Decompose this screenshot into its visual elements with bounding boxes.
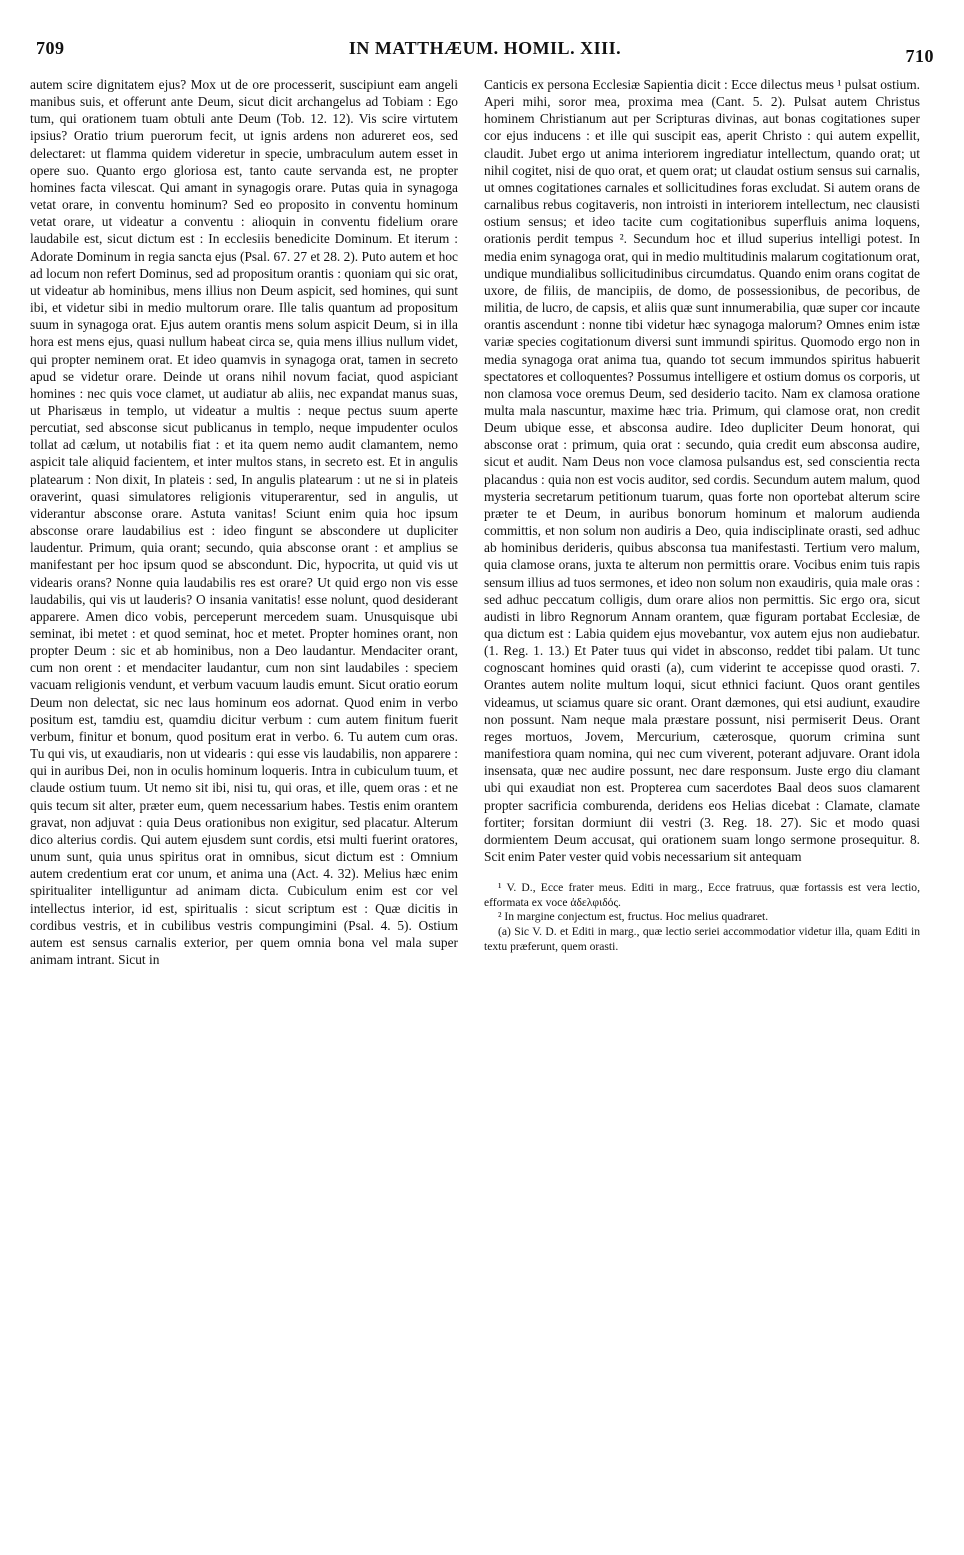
right-column-text: Canticis ex persona Ecclesiæ Sapientia dicit : Ecce dilectus meus ¹ pulsat ostium. Aperi mihi, soror mea, proxima mea (Cant. 5. 2). Pulsat autem Christus hominem Christianum aut per Scripturas divinas, aut bonas cogitationes super cor ejus inducens : et ille qui suscipit eas, aperit Christo : qui autem expellit, claudit. Jubet ergo ut anima interiorem ingrediatur intellectum, quando orat; ut nihil cogitet, nisi de quo orat, et quem orat; ut claudat ostium sensus sui carnalis, ut omnes cogitationes carnales et sollicitudines foras excludat. Si autem orans de carnalibus rebus cogitaveris, non introisti in interiorem intellectum, nec clausisti ostium sensus; et ideo tacite cum cogitationibus superfluis anima loquens, orationis perdit tempus ². Secundum hoc et illud superius intelligi potest. In media enim synagoga orat, qui in medio multitudinis malarum cogitationum orat, undique mundialibus sollicitudinibus circumdatus. Quando enim orans cogitat de uxore, de filiis, de mancipiis, de domo, de possessionibus, de pecoribus, de militia, de lucro, de capsis, et aliis quæ sunt innumerabilia, quæ super cor incaute orantis ascendunt : nonne tibi videtur hæc synagoga malorum? Omnes enim istæ variæ species cogitationum diversi sunt immundi spiritus. Quomodo ergo non in media synagoga orat anima tua, quando tot secum immundos spiritus habuerit spectatores et colloquentes? Possumus intelligere et ostium domus os corporis, ut non clamosa voce oremus Deum, sed desiderio tacito. Nam ex clamosa oratione multa mala nascuntur, maxime hæc tria. Primum, qui clamose orat, non credit Deum ubique esse, et absconsa audire. Ideo dupliciter Deum honorat, qui absconse orat : primum, quia orat : secundo, quia credit eum absconsa audire, sicut et audit. Nam Deus non voce clamosa pulsandus est, sed conscientia recta placandus : quia non est vocis auditor, sed cordis. Secundum autem malum, quod mysteria secretarum petitionum tuarum, quas forte non oportebat alterum scire præter te et Deum, in auribus bonorum hominum et malorum audienda committis, et non solum non audiris a Deo, quia indisciplinate orasti, sed adhuc ab hominibus derideris, quibus absconsa tua manifestasti. Tertium vero malum, quia clamose orans, juxta te alterum non permittis orare. Vocibus enim tuis rapis sensum illius ad tuos sermones, et ideo non solum non exaudiris, quia male oras : sed adhuc peccatum colligis, dum orare alios non permittis. Sic ergo ora, sicut audisti in libro Regnorum Annam orantem, quæ figuram portabat Ecclesiæ, de qua dictum est : Labia quidem ejus movebantur, vox autem ejus non audiebatur. (1. Reg. 1. 13.) Et Pater tuus qui videt in absconso, reddet tibi palam. Ut tunc cognoscant homines quid orasti (a), cum viderint te accepisse quod orasti. 7. Orantes autem nolite multum loqui, sicut ethnici faciunt. Quos orant gentiles videamus, ut sciamus quare sic orant. Orant dæmones, qui etsi audiunt, exaudire non possunt. Nam neque mala præstare possunt, nisi permiserit Deus. Orant reges mortuos, Jovem, Mercurium, cæterosque, quorum crimina sunt manifestiora quam nomina, qui nec cum viverent, poterant adjuvare. Orant idola insensata, quæ nec audire possunt, nec dare responsum. Juste ergo diu clamant ubi qui exaudiat non est. Propterea cum sacerdotes Baal deos suos clamarent propter sacrificia comburenda, deridens eos Helias dicebat : Clamate, clamate fortiter; forsitan dormiunt dii vestri (3. Reg. 18. 27). Sic et modo quasi dormientem Deum accusat, qui orationem suam longo sermone prosequitur. 8. Scit enim Pater vester quid vobis necessarium sit antequam <box>484 77 920 865</box>
running-title: IN MATTHÆUM. HOMIL. XIII. <box>348 38 622 58</box>
footnote: ¹ V. D., Ecce frater meus. Editi in marg., Ecce fratruus, quæ fortassis est vera lectio, efformata ex voce ἀδελφιδός. <box>484 881 920 909</box>
left-column <box>30 76 458 968</box>
footnotes <box>484 877 920 954</box>
page-number-right: 710 <box>905 46 934 66</box>
footnote: ² In margine conjectum est, fructus. Hoc melius quadraret. <box>498 910 769 924</box>
page-number-left: 709 <box>36 38 65 58</box>
running-header <box>36 38 934 68</box>
footnote: (a) Sic V. D. et Editi in marg., quæ lectio seriei accommodatior videtur illa, quam Editi in textu præferunt, quem orasti. <box>484 924 920 953</box>
right-column <box>484 76 920 954</box>
left-column-text: autem scire dignitatem ejus? Mox ut de ore processerit, suscipiunt eam angeli manibus suis, et offerunt ante Deum, sicut dicit archangelus ad Tobiam : Ego tum, qui orationem tuam obtuli ante Deum (Tob. 12. 12). Vis scire virtutem ipsius? Oratio trium puerorum fecit, ut ignis ardens non adureret eos, sed delectaret: ut flamma quidem videretur in specie, umbraculum autem esset in opere suo. Quanto ergo gloriosa est, tanto caute servanda est, ne propter homines facta vilescat. Qui amant in synagogis orare. Putas quia in synagoga vetat orare, in conventu hominum? Sed eo proposito in conventu hominum vetat orare, ut videatur a conventu : alioquin in conventu fidelium orare laudabile est, sicut dictum est : In ecclesiis benedicite Dominum. Et iterum : Adorate Dominum in regia sancta ejus (Psal. 67. 27 et 28. 2). Puto autem et hoc ad locum non refert Dominus, sed ad propositum orantis : quoniam qui sic orat, ut videatur ab hominibus, mens illius non Deum aspicit, sed homines, qui sunt ibi, et videtur sibi in medio multorum orare. Ille talis quantum ad propositum suum in synagoga orat. Ejus autem orantis mens solum aspicit Deum, si in illa hora est mens ejus, quasi nullum habeat circa se, quia mens illius nullum videt, qui propter neminem orat. Et ideo quamvis in synagoga orat, tamen in secreto apud se videtur orare. Deinde ut orans nihil novum faciat, quod aspiciant homines : nec quis voce clamet, ut audiatur ab aliis, nec expandat manus suas, ut Pharisæus in templo, ut videatur a multis : neque pectus suum aperte percutiat, sed absconse sicut publicanus in templo, neque impudenter oculos tollat ad cælum, ut notabilis fiat : et ita quem nemo audit clamantem, nemo aspicit tale aliquid facientem, et inter multos stans, in secreto est. Et in angulis platearum : Non dixit, In plateis : sed, In angulis platearum : ut ne si in plateis oraverint, quasi simulatores religionis vituperarentur, sed in angulis, ut viderantur absconse orare. Astuta vanitas! Sciunt enim quia hoc ipsum absconse orare laudabilius est : ideo fingunt se abscondere ut dupliciter laudentur. Primum, quia orant; secundo, quia absconse orant : et amplius se manifestant per hoc ipsum quod se abscondunt. Dic, hypocrita, ut quid vis ut videaris orans? Nonne quia laudabilis res est orare? Ut quid ergo non vis esse laudabilis, qui vis ut lauderis? O insania vanitatis! esse nolunt, quod desiderant apparere. Amen dico vobis, perceperunt mercedem suam. Unusquisque ubi seminat, ibi metet : et quod seminat, hoc et metet. Propter homines orant, non propter Deum : sic et ab hominibus, non a Deo laudantur. Mendaciter orant, cum non orent : et mendaciter laudantur, cum non sint laudabiles : speciem vacuam religionis vendunt, et verbum vacuum laudis emunt. Sicut oratio eorum Deum non delectat, sic nec laus hominum eos adornat. Quod enim in verbo positum est, tamdiu est, quamdiu dicitur verbum : cum autem finitum fuerit verbum, finitur et bonum, quod positum erat in verbo. 6. Tu autem cum oras. Tu qui vis, ut exaudiaris, non ut videaris : qui esse vis laudabilis, non apparere : qui in auribus Dei, non in oculis hominum loqueris. Intra in cubiculum tuum, et claude ostium tuum. Ut nemo sit ibi, nisi tu, qui oras, et ille, quem oras : et ne quis tecum sit alter, præter eum, quem necessarium habes. Testis enim orantem gravat, non adjuvat : quia Deus orationibus non exigitur, sed placatur. Alterum dico alterius cordis. Qui autem ejusdem sunt cordis, etsi multi fuerint oratores, unum sunt, quia unus spiritus orat in omnibus, sicut dictum est : Omnium autem credentium erat cor unum, et anima una (Act. 4. 32). Melius hæc enim spiritualiter intelliguntur ad animam dicta. Cubiculum enim est cor vel intellectus interior, id est, spiritualis : sicut scriptum est : Quæ dicitis in cordibus vestris, et in cubilibus vestris compungimini (Psal. 4. 5). Ostium autem est sensus carnalis exterior, per quem omnia bona vel mala super animam intrant. Sicut in <box>30 77 458 967</box>
